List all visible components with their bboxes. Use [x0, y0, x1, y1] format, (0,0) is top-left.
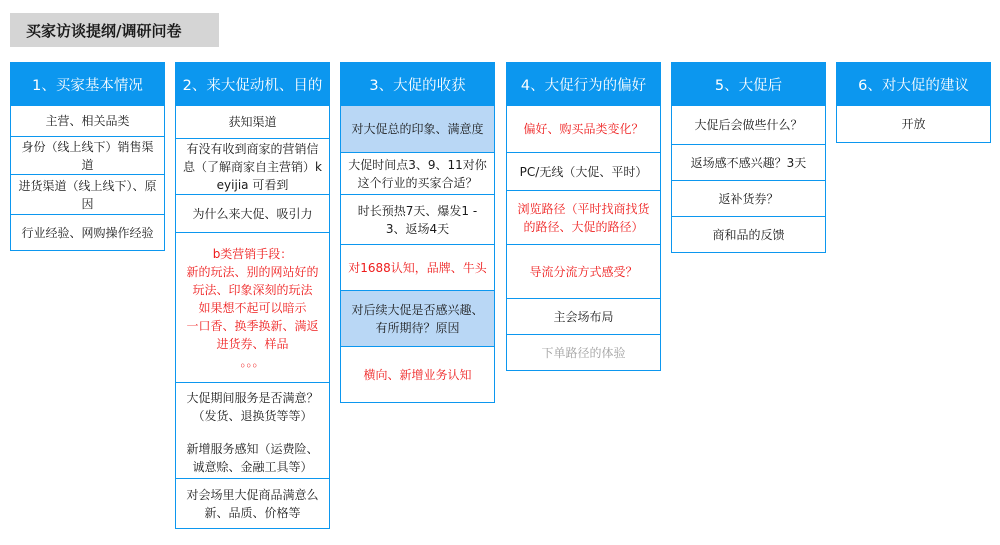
text-line: 一口香、换季换新、满返 — [186, 318, 319, 333]
list-item: 行业经验、网购操作经验 — [11, 214, 164, 250]
column-header: 5、大促后 — [671, 62, 826, 106]
column-header: 6、对大促的建议 — [836, 62, 991, 106]
list-item: 主会场布局 — [507, 298, 660, 334]
list-item: 返补货券？ — [672, 180, 825, 216]
column-header: 3、大促的收获 — [340, 62, 495, 106]
column-cells — [836, 106, 991, 143]
column-2 — [175, 62, 330, 529]
list-item: 对后续大促是否感兴趣、有所期待？原因 — [341, 290, 494, 346]
list-item: 对大促总的印象、满意度 — [341, 106, 494, 152]
column-3 — [340, 62, 495, 403]
text-line — [182, 425, 323, 440]
list-item: 大促后会做些什么？ — [694, 118, 803, 132]
text-line: b类营销手段： — [212, 246, 293, 261]
list-item: 对1688认知，品牌、牛头 — [341, 244, 494, 290]
list-item: 获知渠道 — [228, 115, 277, 129]
text-line: 玩法、印象深刻的玩法 — [192, 282, 313, 297]
column-4 — [506, 62, 661, 371]
column-cells — [10, 106, 165, 251]
list-item: 下单路径的体验 — [507, 334, 660, 370]
list-item: 身份（线上线下）销售渠道 — [11, 136, 164, 174]
list-item: 偏好、购买品类变化？ — [523, 122, 644, 136]
column-cells — [340, 106, 495, 403]
list-item: 开放 — [901, 117, 926, 131]
list-item: 对会场里大促商品满意么新、品质、价格等 — [176, 478, 329, 528]
column-header: 4、大促行为的偏好 — [506, 62, 661, 106]
list-item: 浏览路径（平时找商找货的路径、大促的路径） — [507, 190, 660, 244]
text-line: 如果想不起可以暗示 — [198, 300, 307, 315]
text-line: （发货、退换货等等） — [192, 409, 313, 423]
list-item: 进货渠道（线上线下）、原因 — [11, 174, 164, 214]
text-line: 新增服务感知（运费险、 — [186, 442, 319, 456]
list-item: 返场感不感兴趣？3天 — [672, 144, 825, 180]
list-item: 商和品的反馈 — [672, 216, 825, 252]
column-6 — [836, 62, 991, 143]
list-item: PC/无线（大促、平时） — [507, 152, 660, 190]
column-5 — [671, 62, 826, 253]
column-cells — [506, 106, 661, 371]
list-item: 有没有收到商家的营销信息（了解商家自主营销）keyijia 可看到 — [176, 138, 329, 194]
column-header: 1、买家基本情况 — [10, 62, 165, 106]
column-cells — [175, 106, 330, 529]
list-item: 主营、相关品类 — [45, 114, 130, 128]
list-item: 横向、新增业务认知 — [341, 346, 494, 402]
list-item-marketing — [176, 232, 329, 382]
list-item: 大促时间点3、9、11对你这个行业的买家合适？ — [341, 152, 494, 194]
text-line: 新的玩法、别的网站好的 — [186, 264, 319, 279]
text-line: 进货券、样品 — [216, 336, 289, 351]
column-1 — [10, 62, 165, 251]
text-line: 诚意赊、金融工具等） — [192, 460, 313, 474]
list-item: 为什么来大促、吸引力 — [176, 194, 329, 232]
text-line: 。。。 — [240, 354, 265, 369]
list-item-service — [176, 382, 329, 478]
list-item: 导流分流方式感受？ — [507, 244, 660, 298]
text-line: 大促期间服务是否满意？ — [186, 391, 319, 405]
list-item: 时长预热7天、爆发1 - 3、返场4天 — [341, 194, 494, 244]
column-cells — [671, 106, 826, 253]
column-header: 2、来大促动机、目的 — [175, 62, 330, 106]
page-title: 买家访谈提纲/调研问卷 — [10, 13, 219, 47]
